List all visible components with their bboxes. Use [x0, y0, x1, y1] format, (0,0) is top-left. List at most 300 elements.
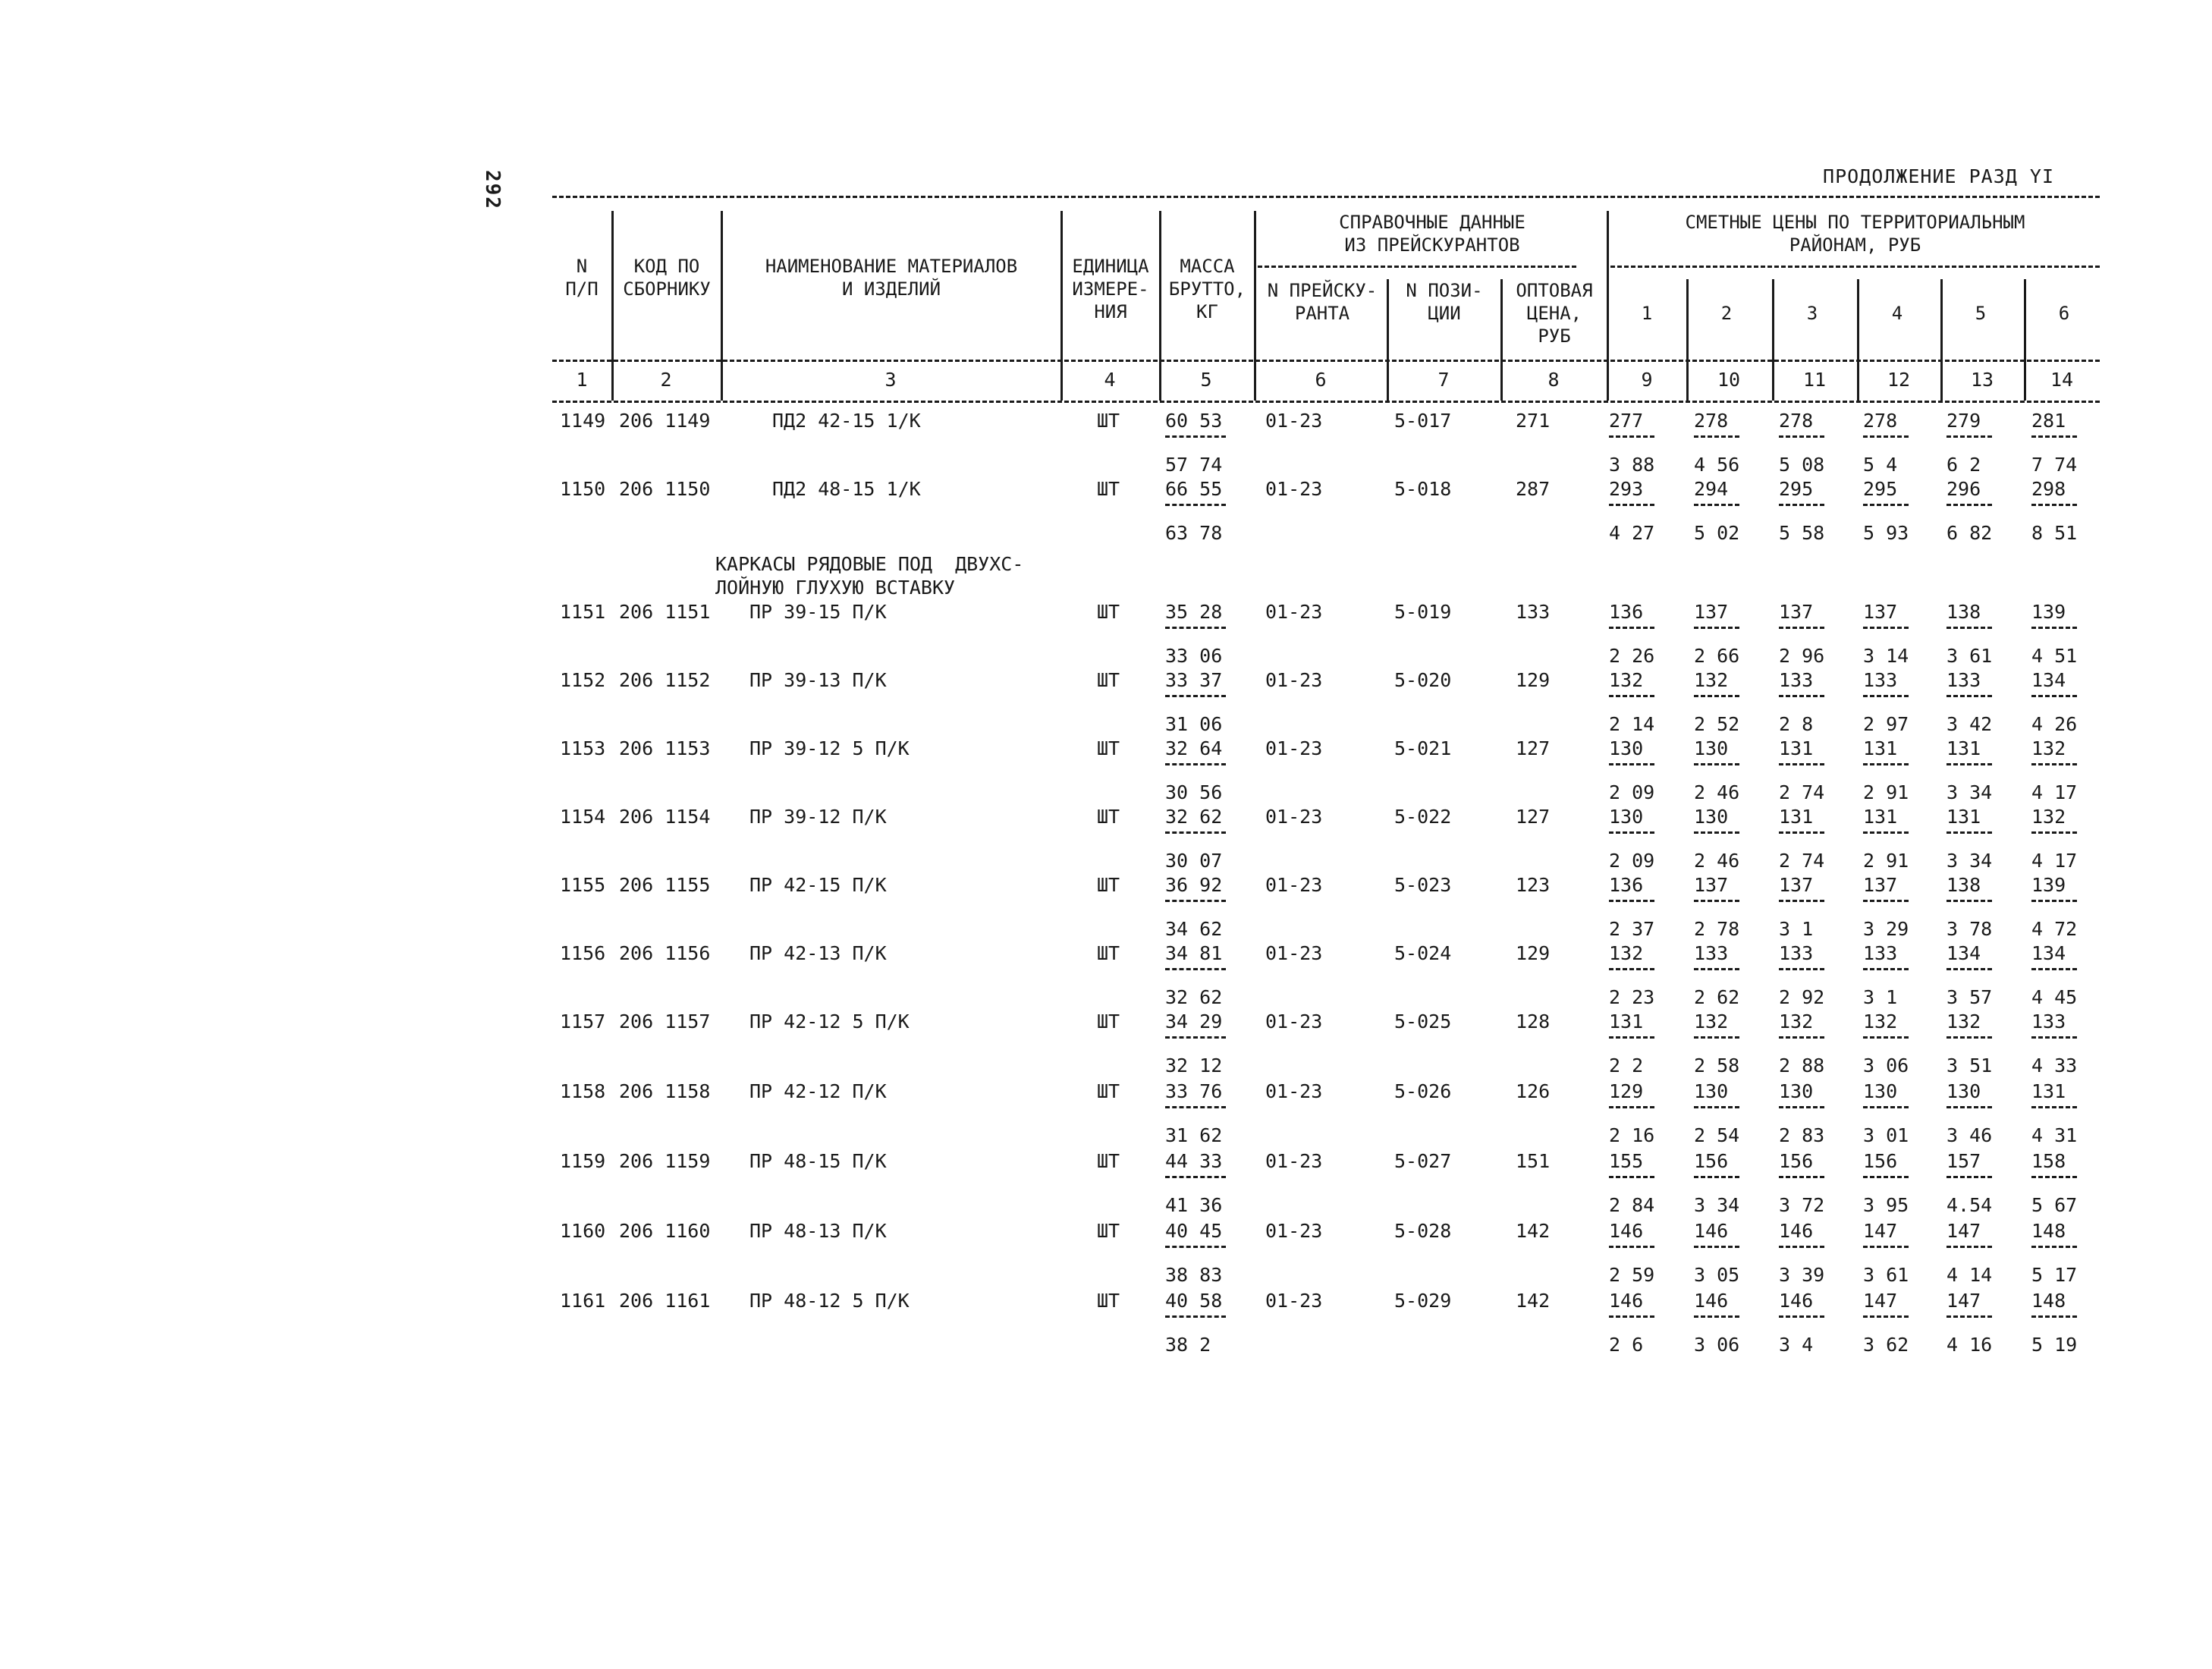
header-region-3: 3 — [1806, 303, 1818, 324]
column-number-9: 9 — [1641, 369, 1653, 391]
row-region-price: 136 — [1609, 874, 1644, 896]
row-mass-secondary: 30 07 — [1165, 850, 1223, 872]
row-region-price: 156 — [1779, 1150, 1814, 1172]
row-region-price: 277 — [1609, 410, 1644, 432]
row-region-price-secondary: 7 74 — [2031, 454, 2078, 476]
row-region-price-secondary: 3 1 — [1863, 986, 1898, 1008]
row-region-price: 138 — [1946, 601, 1981, 623]
row-number: 1161 — [560, 1290, 606, 1312]
row-region-price-secondary: 3 42 — [1946, 713, 1993, 735]
row-region-price-secondary: 2 37 — [1609, 918, 1655, 940]
fraction-rule — [1779, 831, 1824, 834]
row-number: 1157 — [560, 1011, 606, 1033]
fraction-rule — [1863, 1036, 1909, 1039]
row-price-list: 01-23 — [1265, 1011, 1323, 1033]
row-region-price-secondary: 6 2 — [1946, 454, 1981, 476]
fraction-rule — [1779, 1176, 1824, 1178]
header-name: НАИМЕНОВАНИЕ МАТЕРИАЛОВ И ИЗДЕЛИЙ — [765, 256, 1018, 300]
row-mass: 40 45 — [1165, 1220, 1223, 1242]
fraction-rule — [1694, 627, 1739, 629]
row-region-price: 133 — [1863, 942, 1898, 964]
row-region-price-secondary: 3 39 — [1779, 1264, 1825, 1286]
header-region-6: 6 — [2058, 303, 2070, 324]
row-region-price-secondary: 2 97 — [1863, 713, 1909, 735]
fraction-rule — [1165, 1106, 1226, 1108]
row-number: 1154 — [560, 806, 606, 828]
column-number-10: 10 — [1717, 369, 1741, 391]
row-price-list: 01-23 — [1265, 669, 1323, 691]
row-region-price: 139 — [2031, 874, 2066, 896]
fraction-rule — [1946, 435, 1992, 438]
row-price-list: 01-23 — [1265, 1080, 1323, 1102]
row-region-price-secondary: 2 46 — [1694, 850, 1740, 872]
row-price-list: 01-23 — [1265, 806, 1323, 828]
fraction-rule — [1609, 968, 1654, 970]
row-position: 5-029 — [1394, 1290, 1452, 1312]
row-region-price-secondary: 6 82 — [1946, 522, 1993, 544]
fraction-rule — [1946, 900, 1992, 902]
row-region-price-secondary: 4 27 — [1609, 522, 1655, 544]
row-region-price: 132 — [1609, 942, 1644, 964]
row-unit: ШТ — [1097, 1080, 1120, 1102]
fraction-rule — [2031, 763, 2077, 765]
fraction-rule — [1609, 695, 1654, 697]
fraction-rule — [1779, 968, 1824, 970]
row-region-price-secondary: 2 52 — [1694, 713, 1740, 735]
row-region-price: 139 — [2031, 601, 2066, 623]
row-region-price: 130 — [1694, 737, 1729, 759]
row-region-price-secondary: 3 46 — [1946, 1124, 1993, 1146]
row-region-price-secondary: 4 17 — [2031, 781, 2078, 803]
row-code: 206 1152 — [619, 669, 711, 691]
fraction-rule — [1165, 1176, 1226, 1178]
row-mass: 32 62 — [1165, 806, 1223, 828]
row-wholesale-price: 287 — [1516, 478, 1551, 500]
row-region-price: 131 — [1609, 1011, 1644, 1033]
row-unit: ШТ — [1097, 410, 1120, 432]
fraction-rule — [1779, 900, 1824, 902]
row-region-price-secondary: 3 61 — [1863, 1264, 1909, 1286]
row-unit: ШТ — [1097, 478, 1120, 500]
row-name: ПР 42-13 П/К — [749, 942, 887, 964]
row-region-price-secondary: 2 74 — [1779, 781, 1825, 803]
row-price-list: 01-23 — [1265, 601, 1323, 623]
fraction-rule — [1863, 627, 1909, 629]
row-region-price: 132 — [1946, 1011, 1981, 1033]
row-name: ПР 42-15 П/К — [749, 874, 887, 896]
row-position: 5-022 — [1394, 806, 1452, 828]
row-unit: ШТ — [1097, 737, 1120, 759]
row-region-price-secondary: 2 46 — [1694, 781, 1740, 803]
row-region-price: 130 — [1694, 806, 1729, 828]
fraction-rule — [1779, 1246, 1824, 1248]
fraction-rule — [1609, 504, 1654, 506]
row-region-price: 146 — [1609, 1220, 1644, 1242]
fraction-rule — [1946, 627, 1992, 629]
fraction-rule — [1609, 1036, 1654, 1039]
row-mass-secondary: 30 56 — [1165, 781, 1223, 803]
row-region-price: 147 — [1863, 1290, 1898, 1312]
column-number-1: 1 — [576, 369, 588, 391]
row-code: 206 1161 — [619, 1290, 711, 1312]
fraction-rule — [1863, 1246, 1909, 1248]
row-region-price: 278 — [1863, 410, 1898, 432]
row-wholesale-price: 128 — [1516, 1011, 1551, 1033]
row-number: 1153 — [560, 737, 606, 759]
row-position: 5-023 — [1394, 874, 1452, 896]
row-region-price: 146 — [1694, 1220, 1729, 1242]
fraction-rule — [2031, 1246, 2077, 1248]
fraction-rule — [1694, 968, 1739, 970]
header-region-4: 4 — [1891, 303, 1903, 324]
row-mass: 34 81 — [1165, 942, 1223, 964]
row-region-price: 278 — [1779, 410, 1814, 432]
row-region-price-secondary: 2 74 — [1779, 850, 1825, 872]
fraction-rule — [1165, 900, 1226, 902]
row-region-price-secondary: 2 59 — [1609, 1264, 1655, 1286]
fraction-rule — [1779, 504, 1824, 506]
row-name: ПД2 42-15 1/К — [772, 410, 921, 432]
row-name: ПР 48-12 5 П/К — [749, 1290, 910, 1312]
fraction-rule — [2031, 1176, 2077, 1178]
row-region-price: 134 — [2031, 942, 2066, 964]
row-wholesale-price: 127 — [1516, 737, 1551, 759]
row-code: 206 1156 — [619, 942, 711, 964]
row-region-price: 131 — [1863, 806, 1898, 828]
row-position: 5-020 — [1394, 669, 1452, 691]
row-region-price-secondary: 3 05 — [1694, 1264, 1740, 1286]
row-region-price: 146 — [1779, 1220, 1814, 1242]
column-number-5: 5 — [1200, 369, 1212, 391]
fraction-rule — [1609, 1246, 1654, 1248]
fraction-rule — [1694, 1315, 1739, 1318]
row-price-list: 01-23 — [1265, 478, 1323, 500]
fraction-rule — [2031, 695, 2077, 697]
row-region-price: 294 — [1694, 478, 1729, 500]
row-region-price: 133 — [1863, 669, 1898, 691]
row-mass-secondary: 32 12 — [1165, 1055, 1223, 1077]
row-unit: ШТ — [1097, 806, 1120, 828]
row-region-price-secondary: 3 62 — [1863, 1334, 1909, 1356]
fraction-rule — [1863, 695, 1909, 697]
row-number: 1156 — [560, 942, 606, 964]
row-unit: ШТ — [1097, 601, 1120, 623]
fraction-rule — [1694, 504, 1739, 506]
page-number: 292 — [481, 170, 504, 210]
row-region-price-secondary: 3 06 — [1694, 1334, 1740, 1356]
row-region-price: 130 — [1779, 1080, 1814, 1102]
fraction-rule — [1863, 435, 1909, 438]
row-mass: 66 55 — [1165, 478, 1223, 500]
row-number: 1149 — [560, 410, 606, 432]
fraction-rule — [2031, 1106, 2077, 1108]
row-mass: 34 29 — [1165, 1011, 1223, 1033]
fraction-rule — [2031, 1036, 2077, 1039]
row-code: 206 1149 — [619, 410, 711, 432]
fraction-rule — [1165, 435, 1226, 438]
row-region-price: 137 — [1694, 601, 1729, 623]
row-wholesale-price: 126 — [1516, 1080, 1551, 1102]
row-region-price: 146 — [1779, 1290, 1814, 1312]
row-region-price: 293 — [1609, 478, 1644, 500]
row-region-price: 132 — [1694, 1011, 1729, 1033]
fraction-rule — [1165, 695, 1226, 697]
ref-group-rule — [1258, 266, 1576, 268]
row-region-price: 158 — [2031, 1150, 2066, 1172]
row-region-price-secondary: 5 17 — [2031, 1264, 2078, 1286]
fraction-rule — [1863, 1176, 1909, 1178]
row-region-price: 129 — [1609, 1080, 1644, 1102]
fraction-rule — [1779, 627, 1824, 629]
fraction-rule — [1779, 1315, 1824, 1318]
row-region-price-secondary: 2 91 — [1863, 781, 1909, 803]
row-mass-secondary: 31 62 — [1165, 1124, 1223, 1146]
row-name: ПР 39-12 П/К — [749, 806, 887, 828]
row-region-price-secondary: 4 14 — [1946, 1264, 1993, 1286]
row-region-price-secondary: 2 88 — [1779, 1055, 1825, 1077]
fraction-rule — [1946, 968, 1992, 970]
header-ref-wholesale: ОПТОВАЯ ЦЕНА, РУБ — [1516, 280, 1593, 347]
header-bottom-rule — [552, 360, 2100, 362]
fraction-rule — [2031, 900, 2077, 902]
header-unit: ЕДИНИЦА ИЗМЕРЕ- НИЯ — [1072, 256, 1149, 322]
fraction-rule — [1863, 1315, 1909, 1318]
fraction-rule — [2031, 831, 2077, 834]
row-mass: 36 92 — [1165, 874, 1223, 896]
row-region-price-secondary: 4 72 — [2031, 918, 2078, 940]
row-name: ПР 42-12 П/К — [749, 1080, 887, 1102]
row-region-price: 134 — [2031, 669, 2066, 691]
fraction-rule — [2031, 968, 2077, 970]
row-region-price: 281 — [2031, 410, 2066, 432]
fraction-rule — [1779, 435, 1824, 438]
fraction-rule — [1863, 831, 1909, 834]
row-number: 1159 — [560, 1150, 606, 1172]
row-region-price-secondary: 3 01 — [1863, 1124, 1909, 1146]
row-position: 5-027 — [1394, 1150, 1452, 1172]
row-code: 206 1154 — [619, 806, 711, 828]
row-region-price-secondary: 2 23 — [1609, 986, 1655, 1008]
row-region-price: 132 — [2031, 737, 2066, 759]
column-number-6: 6 — [1315, 369, 1327, 391]
fraction-rule — [1694, 1246, 1739, 1248]
row-code: 206 1157 — [619, 1011, 711, 1033]
column-number-2: 2 — [660, 369, 672, 391]
row-region-price-secondary: 4 45 — [2031, 986, 2078, 1008]
row-region-price-secondary: 3 06 — [1863, 1055, 1909, 1077]
row-wholesale-price: 123 — [1516, 874, 1551, 896]
header-ref-price-list: N ПРЕЙСКУ- РАНТА — [1267, 280, 1378, 324]
fraction-rule — [1165, 763, 1226, 765]
fraction-rule — [1609, 627, 1654, 629]
fraction-rule — [1609, 831, 1654, 834]
row-region-price: 130 — [1694, 1080, 1729, 1102]
row-region-price-secondary: 3 72 — [1779, 1194, 1825, 1216]
fraction-rule — [1946, 1176, 1992, 1178]
row-region-price-secondary: 2 26 — [1609, 645, 1655, 667]
row-region-price: 133 — [1946, 669, 1981, 691]
row-region-price-secondary: 4.54 — [1946, 1194, 1993, 1216]
row-number: 1151 — [560, 601, 606, 623]
fraction-rule — [1609, 435, 1654, 438]
row-unit: ШТ — [1097, 1290, 1120, 1312]
fraction-rule — [2031, 627, 2077, 629]
fraction-rule — [1694, 831, 1739, 834]
row-region-price-secondary: 2 6 — [1609, 1334, 1644, 1356]
row-mass-secondary: 34 62 — [1165, 918, 1223, 940]
row-price-list: 01-23 — [1265, 737, 1323, 759]
row-region-price-secondary: 2 54 — [1694, 1124, 1740, 1146]
row-price-list: 01-23 — [1265, 410, 1323, 432]
row-region-price: 133 — [1694, 942, 1729, 964]
row-mass-secondary: 32 62 — [1165, 986, 1223, 1008]
section-continuation: ПРОДОЛЖЕНИЕ РАЗД YI — [1823, 165, 2054, 187]
row-region-price-secondary: 5 08 — [1779, 454, 1825, 476]
row-region-price-secondary: 3 61 — [1946, 645, 1993, 667]
fraction-rule — [1165, 1315, 1226, 1318]
row-mass: 35 28 — [1165, 601, 1223, 623]
row-region-price-secondary: 2 58 — [1694, 1055, 1740, 1077]
row-region-price-secondary: 2 09 — [1609, 781, 1655, 803]
row-region-price: 130 — [1609, 737, 1644, 759]
row-position: 5-018 — [1394, 478, 1452, 500]
fraction-rule — [1609, 1315, 1654, 1318]
row-region-price-secondary: 2 84 — [1609, 1194, 1655, 1216]
row-region-price: 278 — [1694, 410, 1729, 432]
row-region-price-secondary: 2 8 — [1779, 713, 1814, 735]
row-region-price-secondary: 2 62 — [1694, 986, 1740, 1008]
row-region-price-secondary: 2 78 — [1694, 918, 1740, 940]
fraction-rule — [1863, 504, 1909, 506]
fraction-rule — [1694, 435, 1739, 438]
row-code: 206 1150 — [619, 478, 711, 500]
row-region-price-secondary: 3 95 — [1863, 1194, 1909, 1216]
row-number: 1155 — [560, 874, 606, 896]
fraction-rule — [1165, 1246, 1226, 1248]
header-ref-group: СПРАВОЧНЫЕ ДАННЫЕ ИЗ ПРЕЙСКУРАНТОВ — [1339, 212, 1525, 256]
row-region-price: 133 — [1779, 669, 1814, 691]
fraction-rule — [1779, 695, 1824, 697]
row-wholesale-price: 127 — [1516, 806, 1551, 828]
row-region-price-secondary: 3 88 — [1609, 454, 1655, 476]
row-wholesale-price: 142 — [1516, 1290, 1551, 1312]
row-unit: ШТ — [1097, 669, 1120, 691]
row-region-price-secondary: 3 51 — [1946, 1055, 1993, 1077]
row-region-price: 131 — [1946, 806, 1981, 828]
fraction-rule — [1694, 763, 1739, 765]
fraction-rule — [1609, 763, 1654, 765]
row-name: ПР 48-13 П/К — [749, 1220, 887, 1242]
row-mass-secondary: 38 83 — [1165, 1264, 1223, 1286]
fraction-rule — [1779, 1106, 1824, 1108]
row-code: 206 1158 — [619, 1080, 711, 1102]
row-wholesale-price: 129 — [1516, 942, 1551, 964]
row-number: 1158 — [560, 1080, 606, 1102]
header-ref-position: N ПОЗИ- ЦИИ — [1406, 280, 1483, 324]
row-region-price: 138 — [1946, 874, 1981, 896]
row-unit: ШТ — [1097, 942, 1120, 964]
row-region-price-secondary: 4 31 — [2031, 1124, 2078, 1146]
fraction-rule — [1779, 1036, 1824, 1039]
header-est-group: СМЕТНЫЕ ЦЕНЫ ПО ТЕРРИТОРИАЛЬНЫМ РАЙОНАМ, РУБ — [1685, 212, 2025, 256]
fraction-rule — [1863, 968, 1909, 970]
row-region-price-secondary: 4 33 — [2031, 1055, 2078, 1077]
fraction-rule — [1609, 900, 1654, 902]
header-code: КОД ПО СБОРНИКУ — [623, 256, 711, 300]
row-region-price-secondary: 2 2 — [1609, 1055, 1644, 1077]
row-unit: ШТ — [1097, 1011, 1120, 1033]
column-number-14: 14 — [2050, 369, 2074, 391]
row-number: 1152 — [560, 669, 606, 691]
fraction-rule — [1946, 831, 1992, 834]
row-region-price: 132 — [1779, 1011, 1814, 1033]
fraction-rule — [1779, 763, 1824, 765]
row-region-price: 146 — [1694, 1290, 1729, 1312]
row-region-price: 298 — [2031, 478, 2066, 500]
row-region-price-secondary: 5 93 — [1863, 522, 1909, 544]
row-region-price: 137 — [1779, 874, 1814, 896]
fraction-rule — [1165, 504, 1226, 506]
row-mass: 44 33 — [1165, 1150, 1223, 1172]
row-region-price-secondary: 5 58 — [1779, 522, 1825, 544]
fraction-rule — [1694, 1106, 1739, 1108]
row-code: 206 1151 — [619, 601, 711, 623]
row-region-price: 131 — [1946, 737, 1981, 759]
row-unit: ШТ — [1097, 874, 1120, 896]
row-region-price-secondary: 3 4 — [1779, 1334, 1814, 1356]
header-region-2: 2 — [1720, 303, 1733, 324]
row-mass: 33 37 — [1165, 669, 1223, 691]
fraction-rule — [1863, 900, 1909, 902]
fraction-rule — [1863, 1106, 1909, 1108]
row-region-price-secondary: 3 29 — [1863, 918, 1909, 940]
fraction-rule — [1694, 1176, 1739, 1178]
row-region-price-secondary: 2 91 — [1863, 850, 1909, 872]
row-region-price-secondary: 5 4 — [1863, 454, 1898, 476]
est-group-rule — [1610, 266, 2100, 268]
row-region-price: 132 — [2031, 806, 2066, 828]
fraction-rule — [1946, 1246, 1992, 1248]
row-region-price-secondary: 5 67 — [2031, 1194, 2078, 1216]
row-region-price: 137 — [1863, 601, 1898, 623]
fraction-rule — [1694, 1036, 1739, 1039]
fraction-rule — [2031, 504, 2077, 506]
row-region-price: 130 — [1863, 1080, 1898, 1102]
row-price-list: 01-23 — [1265, 1150, 1323, 1172]
fraction-rule — [1165, 627, 1226, 629]
row-mass-secondary: 41 36 — [1165, 1194, 1223, 1216]
header-mass: МАССА БРУТТО, КГ — [1168, 256, 1246, 322]
row-region-price-secondary: 2 09 — [1609, 850, 1655, 872]
row-mass-secondary: 38 2 — [1165, 1334, 1211, 1356]
row-region-price-secondary: 3 78 — [1946, 918, 1993, 940]
fraction-rule — [1946, 1036, 1992, 1039]
row-region-price: 147 — [1863, 1220, 1898, 1242]
column-number-3: 3 — [884, 369, 897, 391]
row-position: 5-017 — [1394, 410, 1452, 432]
row-price-list: 01-23 — [1265, 874, 1323, 896]
row-region-price-secondary: 2 83 — [1779, 1124, 1825, 1146]
row-mass: 40 58 — [1165, 1290, 1223, 1312]
row-region-price-secondary: 2 14 — [1609, 713, 1655, 735]
row-price-list: 01-23 — [1265, 942, 1323, 964]
row-region-price-secondary: 4 16 — [1946, 1334, 1993, 1356]
row-mass-secondary: 33 06 — [1165, 645, 1223, 667]
column-number-8: 8 — [1547, 369, 1560, 391]
row-price-list: 01-23 — [1265, 1220, 1323, 1242]
row-region-price: 133 — [1779, 942, 1814, 964]
row-code: 206 1160 — [619, 1220, 711, 1242]
